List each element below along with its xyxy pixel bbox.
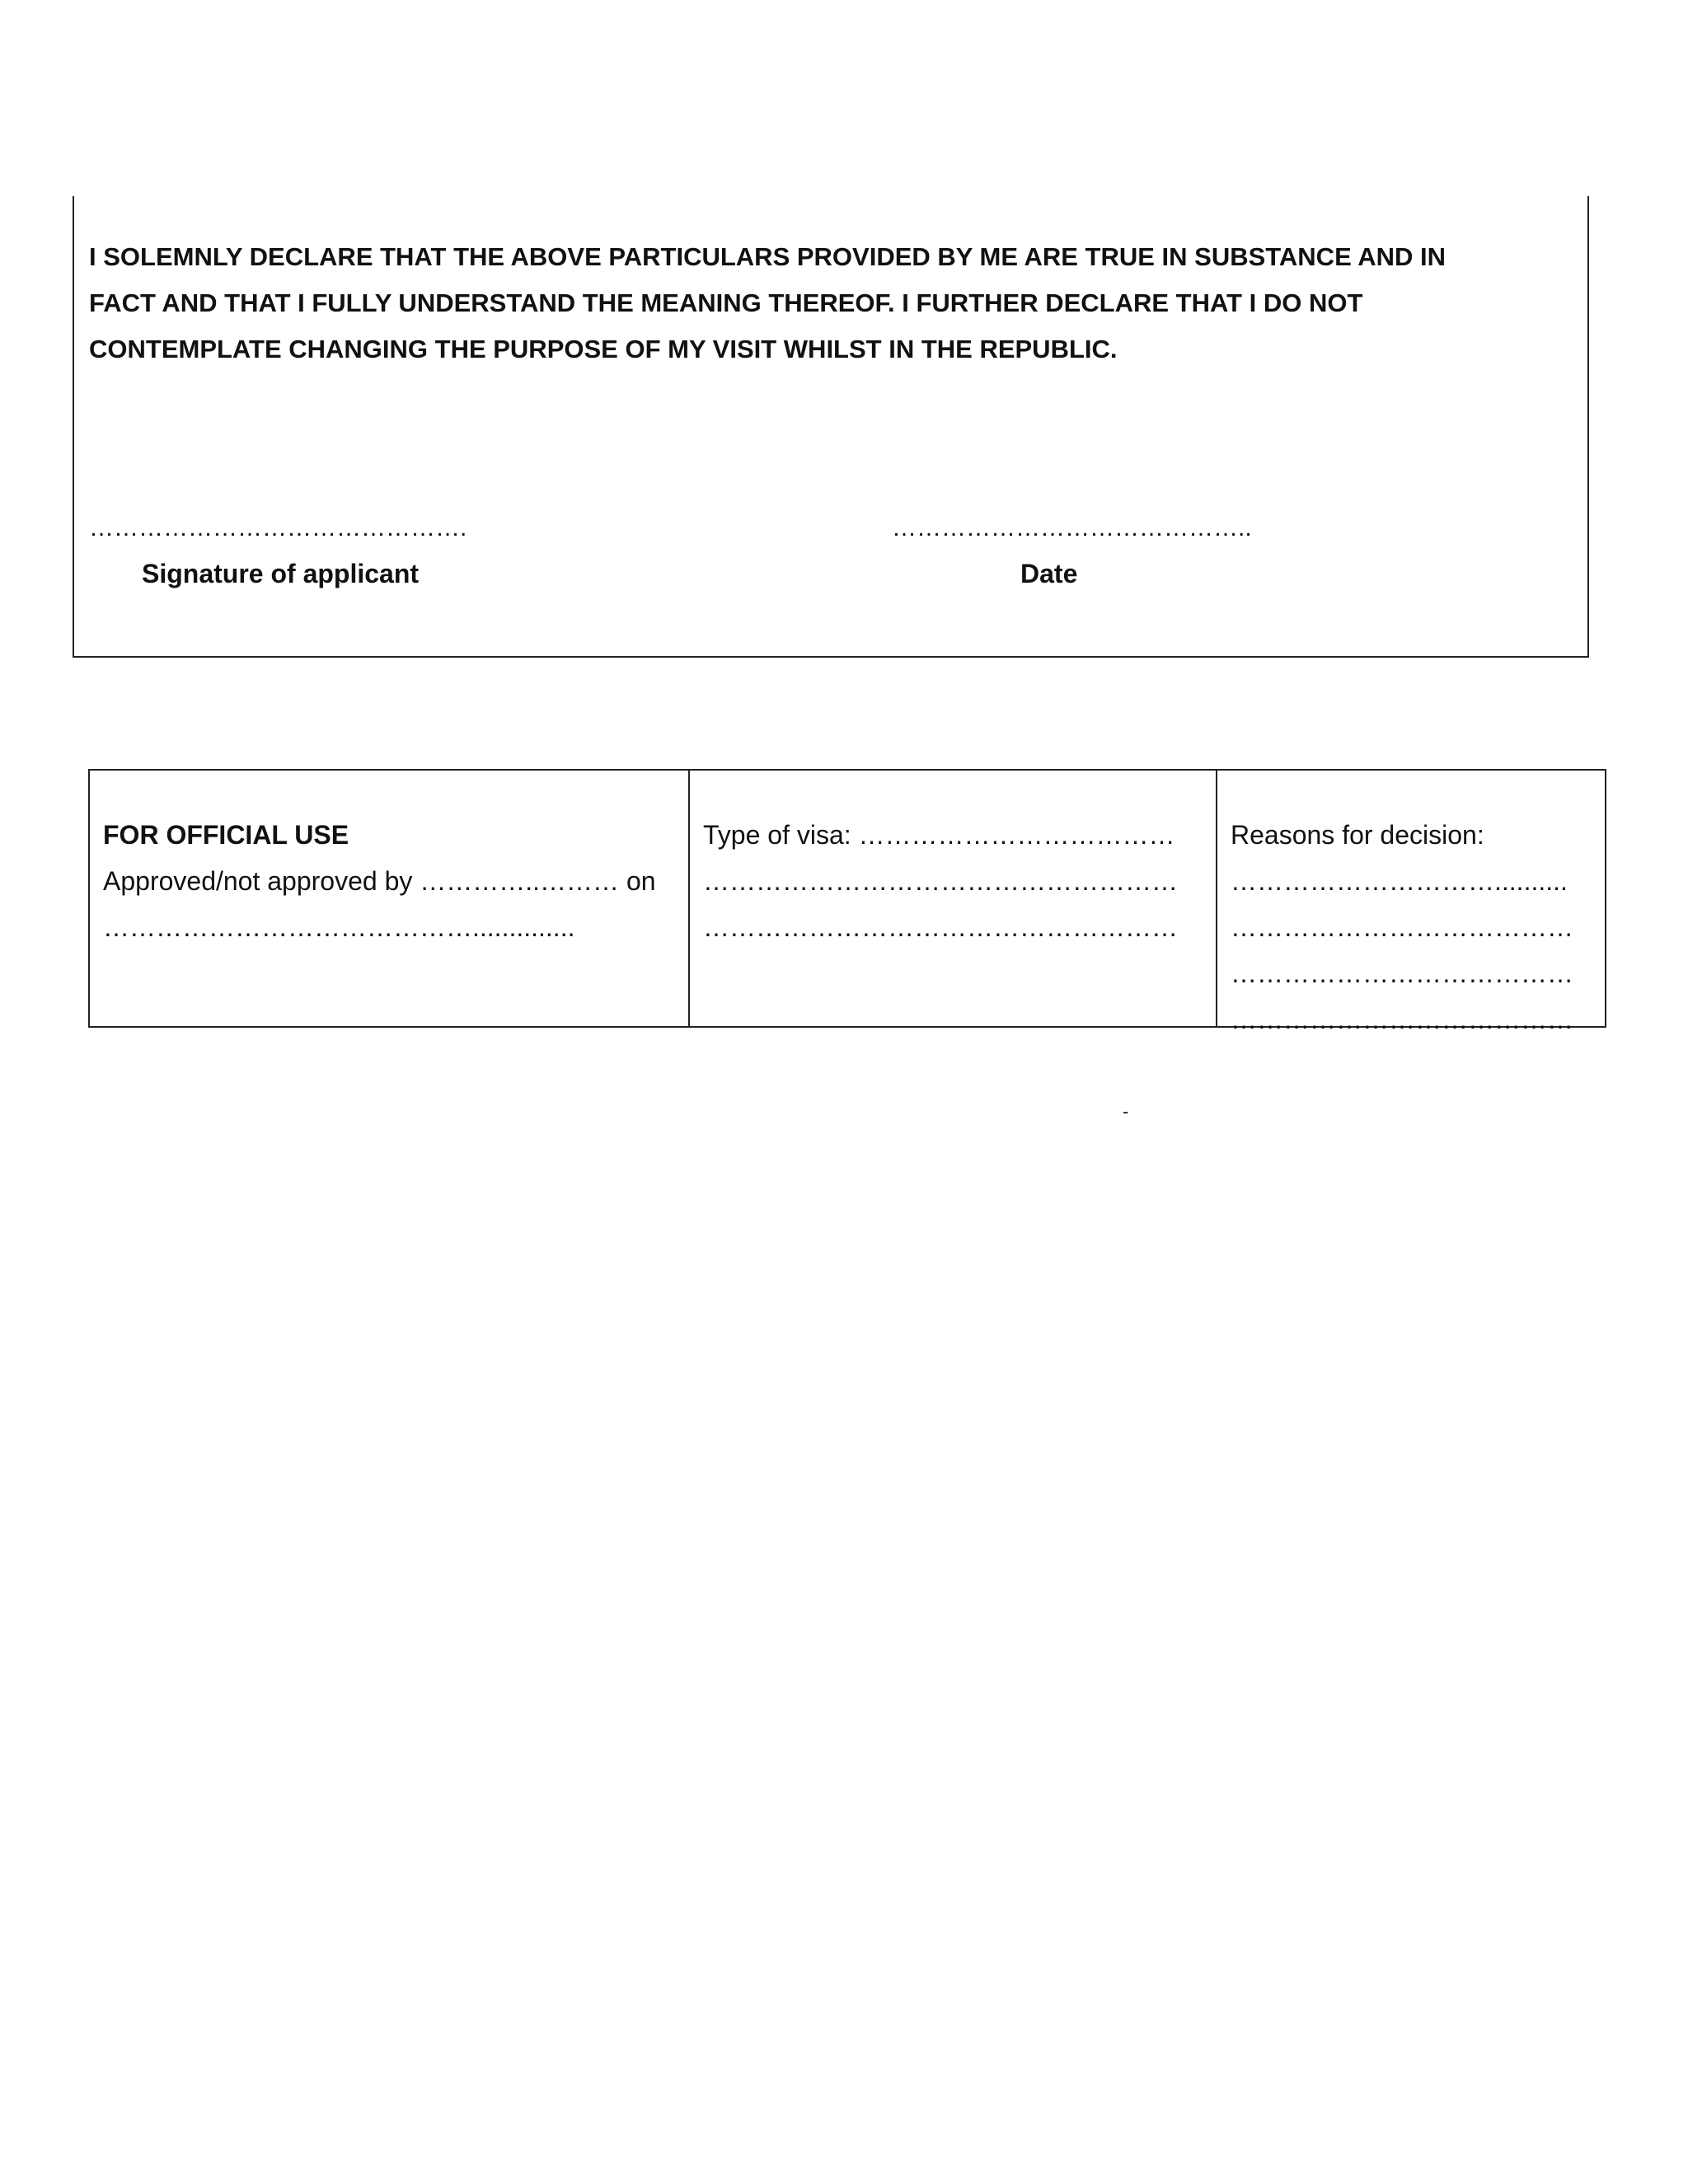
official-use-table xyxy=(88,769,1606,1034)
visa-type-line-1: ……………………………………………… xyxy=(703,866,1178,896)
reasons-cell xyxy=(1217,771,1605,1034)
official-use-cell xyxy=(90,771,690,1026)
reasons-line-3: ………………………………… xyxy=(1231,958,1573,988)
approved-date-line: …………………………………….............. xyxy=(103,912,575,942)
signature-label: Signature of applicant xyxy=(142,559,420,588)
signature-line: ………………………………………. xyxy=(89,514,467,541)
visa-type-cell xyxy=(690,771,1217,1026)
visa-type-label: Type of visa: ……………………………… xyxy=(703,820,1175,850)
official-use-heading: FOR OFFICIAL USE xyxy=(103,820,349,850)
date-label: Date xyxy=(1020,559,1078,588)
declaration-text: I SOLEMNLY DECLARE THAT THE ABOVE PARTICULARS PROVIDED BY ME ARE TRUE IN SUBSTANCE AND IN FACT AND THAT I FULLY UNDERSTAND THE MEANING THEREOF. I FURTHER DECLARE THAT I DO NOT CONTEMPLATE CHANGING THE PURPOSE OF MY VISIT WHILST IN THE REPUBLIC. xyxy=(89,242,1446,363)
visa-type-line-2: ……………………………………………… xyxy=(703,912,1178,942)
stray-dash-mark: - xyxy=(1123,1101,1129,1122)
reasons-line-2: ………………………………… xyxy=(1231,912,1573,942)
reasons-line-4: ………………………………… xyxy=(1231,1005,1573,1034)
reasons-line-1: ………………………….......... xyxy=(1231,866,1568,896)
reasons-label: Reasons for decision: xyxy=(1231,820,1484,850)
date-line: …………………………………….. xyxy=(892,514,1252,541)
approved-by-line: Approved/not approved by …………..……… on xyxy=(103,866,656,896)
declaration-box xyxy=(73,196,1589,658)
